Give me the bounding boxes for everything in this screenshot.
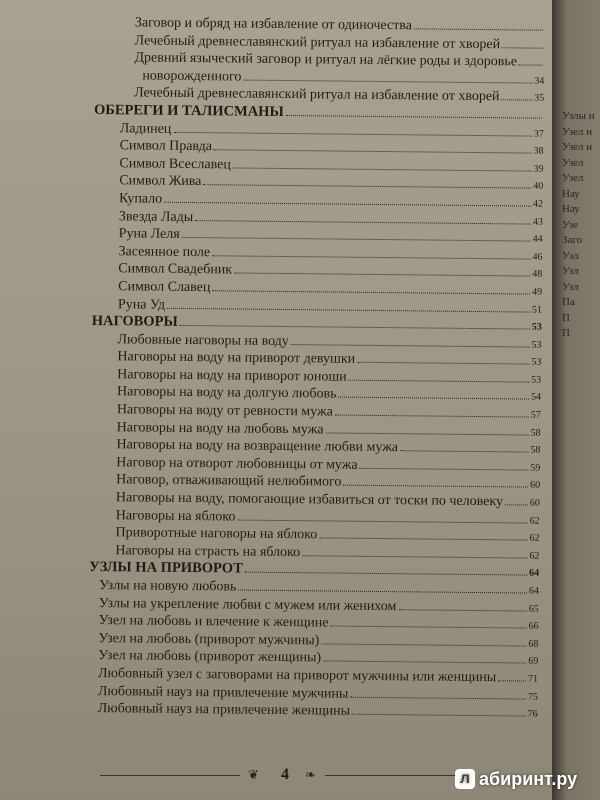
facing-page-edge	[552, 0, 600, 800]
toc-entry-page: 37	[533, 128, 544, 140]
toc-entry-page: 59	[530, 462, 541, 474]
toc-dot-leader	[237, 508, 527, 523]
toc-entry-page: 60	[529, 497, 540, 509]
toc-dot-leader	[286, 104, 542, 119]
toc-entry-page: 60	[530, 480, 541, 492]
toc-entry-title: Наговор на отворот любовницы от мужа	[116, 455, 358, 473]
toc-dot-leader	[167, 296, 530, 312]
toc-entry-title: Наговор, отваживающий нелюбимого	[116, 472, 342, 491]
toc-entry-page: 49	[532, 286, 543, 298]
toc-entry-page: 58	[530, 444, 541, 456]
footer-rule-right	[325, 775, 465, 776]
toc-dot-leader	[195, 209, 531, 225]
toc-entry-page: 65	[528, 603, 539, 615]
toc-entry-title: Руна Леля	[118, 226, 180, 243]
toc-entry-page: 34	[534, 75, 545, 87]
toc-entry-title: Лечебный древнеславянский ритуал на избавление от хворей	[134, 33, 501, 52]
page-number: 4	[281, 766, 289, 783]
toc-entry-title: Символ Славец	[118, 279, 211, 296]
toc-dot-leader	[326, 421, 529, 435]
toc-dot-leader	[519, 54, 543, 66]
toc-entry-page: 53	[531, 321, 542, 333]
facing-page-line: Нау	[562, 187, 580, 200]
toc-dot-leader	[335, 404, 529, 418]
table-of-contents	[88, 14, 545, 722]
toc-entry	[88, 700, 538, 722]
toc-entry-page: 38	[533, 145, 544, 157]
toc-dot-leader	[349, 369, 530, 383]
toc-entry-title: Узел на любовь и влечение к женщине	[98, 613, 329, 631]
facing-page-line: Узлы н	[562, 110, 595, 122]
toc-dot-leader	[357, 351, 529, 365]
toc-entry-title: Наговоры на воду на приворот юноши	[117, 367, 347, 385]
toc-entry-title: Наговоры на яблоко	[115, 507, 236, 525]
toc-entry-page: 75	[527, 691, 538, 703]
facing-page-line: Узел н	[562, 141, 593, 153]
toc-entry-title: Наговоры на воду на долгую любовь	[116, 384, 337, 403]
facing-page-line: Узе	[562, 218, 579, 231]
watermark-text: абиринт.ру	[479, 768, 578, 789]
facing-page-line: Узл	[562, 280, 579, 293]
toc-dot-leader	[323, 650, 526, 664]
toc-entry-page: 57	[530, 409, 541, 421]
toc-dot-leader	[398, 598, 527, 611]
toc-entry-title: новорожденного	[142, 68, 242, 85]
footer-ornament-left-icon: ❦	[248, 767, 259, 782]
toc-dot-leader	[180, 314, 530, 330]
facing-page-line: Узл	[562, 265, 579, 277]
toc-dot-leader	[302, 544, 527, 558]
toc-entry-title: Руна Уд	[117, 296, 166, 313]
toc-entry-title: Узлы на новую любовь	[98, 578, 237, 595]
toc-dot-leader	[502, 36, 543, 48]
toc-dot-leader	[343, 474, 528, 488]
toc-entry-title: УЗЛЫ НА ПРИВОРОТ	[89, 559, 243, 577]
toc-dot-leader	[502, 89, 533, 101]
toc-dot-leader	[321, 632, 526, 646]
facing-page-line: Узел	[562, 156, 584, 169]
toc-entry-title: Символ Свадебник	[118, 261, 233, 278]
facing-page-line: П	[562, 327, 570, 339]
toc-entry-title: Наговоры на воду от ревности мужа	[116, 402, 334, 420]
toc-entry-title: НАГОВОРЫ	[91, 313, 178, 330]
toc-entry-title: Засеянное поле	[118, 243, 211, 260]
toc-dot-leader	[212, 279, 530, 294]
page-footer	[100, 766, 460, 786]
toc-entry-title: Символ Жива	[119, 173, 202, 190]
toc-entry-title: Символ Всеславец	[119, 156, 231, 173]
toc-dot-leader	[203, 173, 531, 188]
facing-page-line: Па	[562, 296, 575, 308]
toc-dot-leader	[414, 17, 543, 30]
toc-entry-page: 40	[533, 180, 544, 193]
toc-dot-leader	[245, 561, 528, 576]
facing-page-line: П	[562, 311, 570, 324]
toc-entry-page: 76	[527, 708, 538, 720]
toc-dot-leader	[330, 615, 526, 629]
toc-entry-page: 53	[531, 339, 542, 351]
labirint-logo-icon: л	[455, 769, 475, 789]
toc-entry-title: Наговоры на воду на возвращение любви мужа	[116, 437, 399, 456]
toc-entry-page: 43	[532, 216, 543, 228]
toc-dot-leader	[338, 386, 529, 400]
toc-dot-leader	[182, 226, 531, 242]
toc-dot-leader	[214, 138, 532, 153]
toc-entry-page: 64	[528, 585, 540, 597]
toc-entry-title: Наговоры на воду на любовь мужа	[116, 419, 324, 438]
toc-dot-leader	[319, 527, 527, 541]
footer-rule-left	[100, 775, 240, 776]
toc-entry-title: Приворотные наговоры на яблоко	[115, 525, 318, 543]
toc-entry-page: 42	[532, 198, 544, 210]
toc-dot-leader	[212, 244, 530, 259]
footer-ornament-right-icon: ❧	[305, 767, 316, 782]
toc-entry-title: Наговоры на воду на приворот девушки	[117, 349, 356, 368]
facing-page-line: Заго	[562, 234, 583, 246]
toc-entry-title: Древний языческий заговор и ритуал на лёгкие роды и здоровье	[134, 50, 518, 70]
facing-page-line: Узл	[562, 249, 579, 262]
toc-entry-page: 53	[531, 356, 542, 368]
toc-entry-page: 51	[531, 304, 542, 316]
toc-dot-leader	[352, 703, 526, 717]
toc-entry-page: 71	[528, 673, 539, 685]
toc-entry-page: 35	[534, 92, 545, 105]
toc-entry-title: Любовный науз на привлечение женщины	[97, 701, 351, 719]
toc-entry-title: Звезда Лады	[118, 208, 194, 225]
toc-entry-title: Узел на любовь (приворот женщины)	[98, 648, 322, 666]
toc-entry-page: 64	[529, 567, 540, 580]
toc-entry-title: Узел на любовь (приворот мужчины)	[98, 630, 320, 649]
toc-entry-title: ОБЕРЕГИ И ТАЛИСМАНЫ	[93, 101, 284, 120]
toc-entry-title: Лечебный древнеславянский ритуал на избавление от хворей	[134, 85, 500, 105]
toc-entry-title: Купало	[118, 191, 163, 207]
toc-dot-leader	[291, 333, 530, 347]
toc-dot-leader	[400, 439, 529, 452]
toc-dot-leader	[173, 120, 532, 136]
toc-entry-page: 48	[532, 268, 543, 281]
toc-dot-leader	[350, 685, 526, 699]
toc-entry-page: 66	[528, 620, 539, 632]
toc-entry-page: 69	[528, 655, 539, 668]
toc-dot-leader	[234, 262, 530, 277]
toc-entry-page: 44	[532, 233, 543, 245]
toc-entry-title: Любовные наговоры на воду	[117, 331, 289, 349]
toc-entry-title: Заговор и обряд на избавление от одиночества	[134, 15, 413, 34]
toc-dot-leader	[238, 579, 527, 594]
toc-entry-page: 68	[528, 638, 539, 650]
toc-dot-leader	[505, 493, 528, 505]
toc-dot-leader	[233, 156, 532, 171]
toc-dot-leader	[243, 68, 532, 83]
toc-entry-page: 58	[530, 427, 541, 439]
toc-entry-page: 62	[529, 532, 540, 544]
toc-entry-page: 54	[530, 392, 542, 404]
toc-dot-leader	[360, 457, 529, 471]
toc-entry-page: 62	[529, 550, 540, 562]
facing-page-line: Нау	[562, 203, 580, 215]
toc-entry-page: 46	[532, 251, 543, 263]
toc-entry-title: Наговоры на страсть на яблоко	[115, 543, 301, 560]
toc-entry-title: Любовный узел с заговорами на приворот мужчины или женщины	[98, 666, 497, 686]
toc-entry-page: 62	[529, 515, 540, 527]
toc-entry-title: Любовный науз на привлечение мужчины	[97, 683, 349, 702]
toc-entry-title: Наговоры на воду, помогающие избавиться от тоски по человеку	[115, 490, 504, 510]
toc-entry-page: 39	[533, 163, 544, 175]
toc-entry-title: Узлы на укрепление любви с мужем или женихом	[98, 595, 397, 614]
facing-page-line: Узел	[562, 172, 584, 184]
toc-entry-page: 53	[531, 374, 542, 386]
toc-dot-leader	[164, 191, 531, 207]
watermark	[455, 766, 577, 792]
toc-entry-title: Ладинец	[119, 120, 172, 137]
facing-page-line: Узел н	[562, 125, 593, 138]
toc-entry-title: Символ Правда	[119, 138, 213, 155]
toc-dot-leader	[498, 669, 526, 681]
